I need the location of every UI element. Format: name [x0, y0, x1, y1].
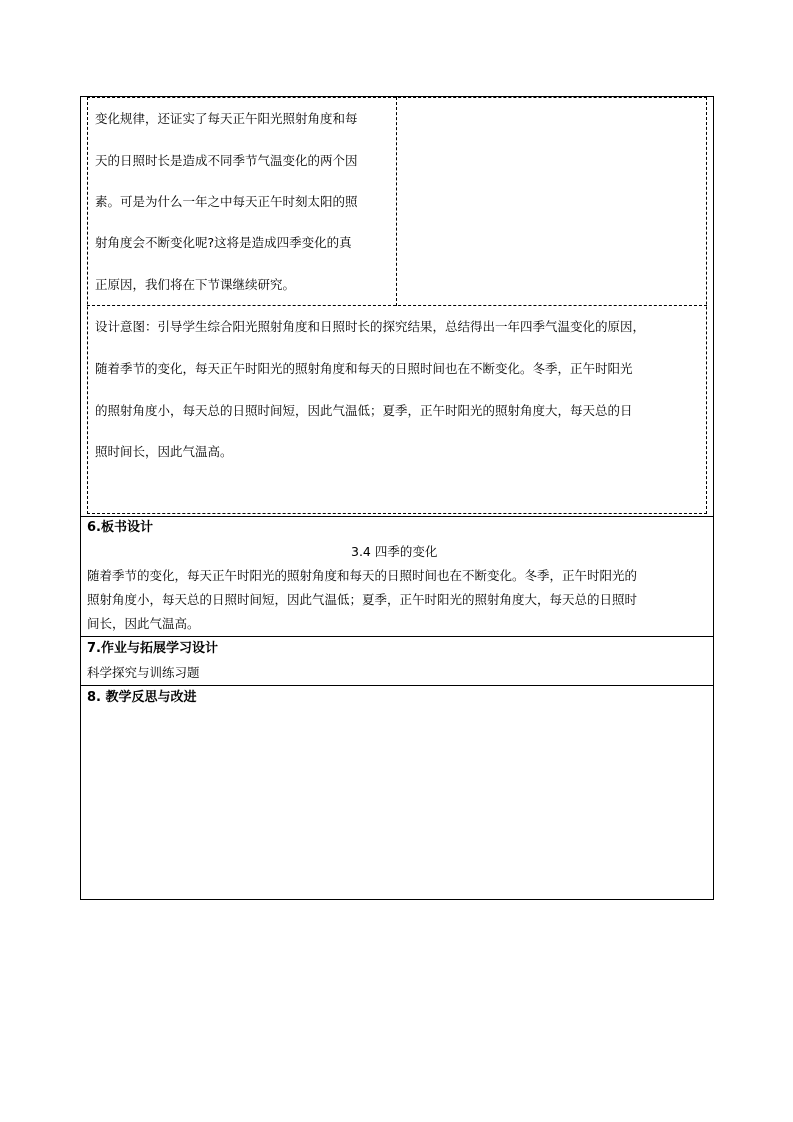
row-divider — [80, 685, 714, 686]
section-heading: 8. 教学反思与改进 — [87, 690, 197, 705]
text-line: 随着季节的变化，每天正午时阳光的照射角度和每天的日照时间也在不断变化。冬季，正午时阳光 — [95, 361, 633, 376]
text-line: 照时间长，因此气温高。 — [95, 444, 233, 459]
section-heading: 7.作业与拓展学习设计 — [87, 641, 218, 656]
dashed-column-divider — [396, 97, 397, 306]
text-line: 的照射角度小，每天总的日照时间短，因此气温低；夏季，正午时阳光的照射角度大，每天总的日 — [95, 403, 633, 418]
homework-content: 科学探究与训练习题 — [87, 665, 200, 680]
text-line: 设计意图：引导学生综合阳光照射角度和日照时长的探究结果，总结得出一年四季气温变化的原因， — [95, 319, 646, 334]
row-divider — [80, 516, 714, 517]
section-heading: 6.板书设计 — [87, 520, 153, 535]
text-line: 射角度会不断变化呢?这将是造成四季变化的真 — [95, 235, 352, 250]
text-line: 随着季节的变化，每天正午时阳光的照射角度和每天的日照时间也在不断变化。冬季，正午时阳光的 — [87, 568, 638, 583]
text-line: 天的日照时长是造成不同季节气温变化的两个因 — [95, 153, 358, 168]
text-line: 素。可是为什么一年之中每天正午时刻太阳的照 — [95, 194, 358, 209]
text-line: 变化规律，还证实了每天正午阳光照射角度和每 — [95, 111, 358, 126]
row-divider — [80, 636, 714, 637]
dashed-row-divider — [87, 305, 707, 306]
text-line: 照射角度小，每天总的日照时间短，因此气温低；夏季，正午时阳光的照射角度大，每天总的日照时 — [87, 592, 638, 607]
text-line: 正原因，我们将在下节课继续研究。 — [95, 277, 296, 292]
board-title: 3.4 四季的变化 — [351, 544, 438, 559]
text-line: 间长，因此气温高。 — [87, 616, 200, 631]
